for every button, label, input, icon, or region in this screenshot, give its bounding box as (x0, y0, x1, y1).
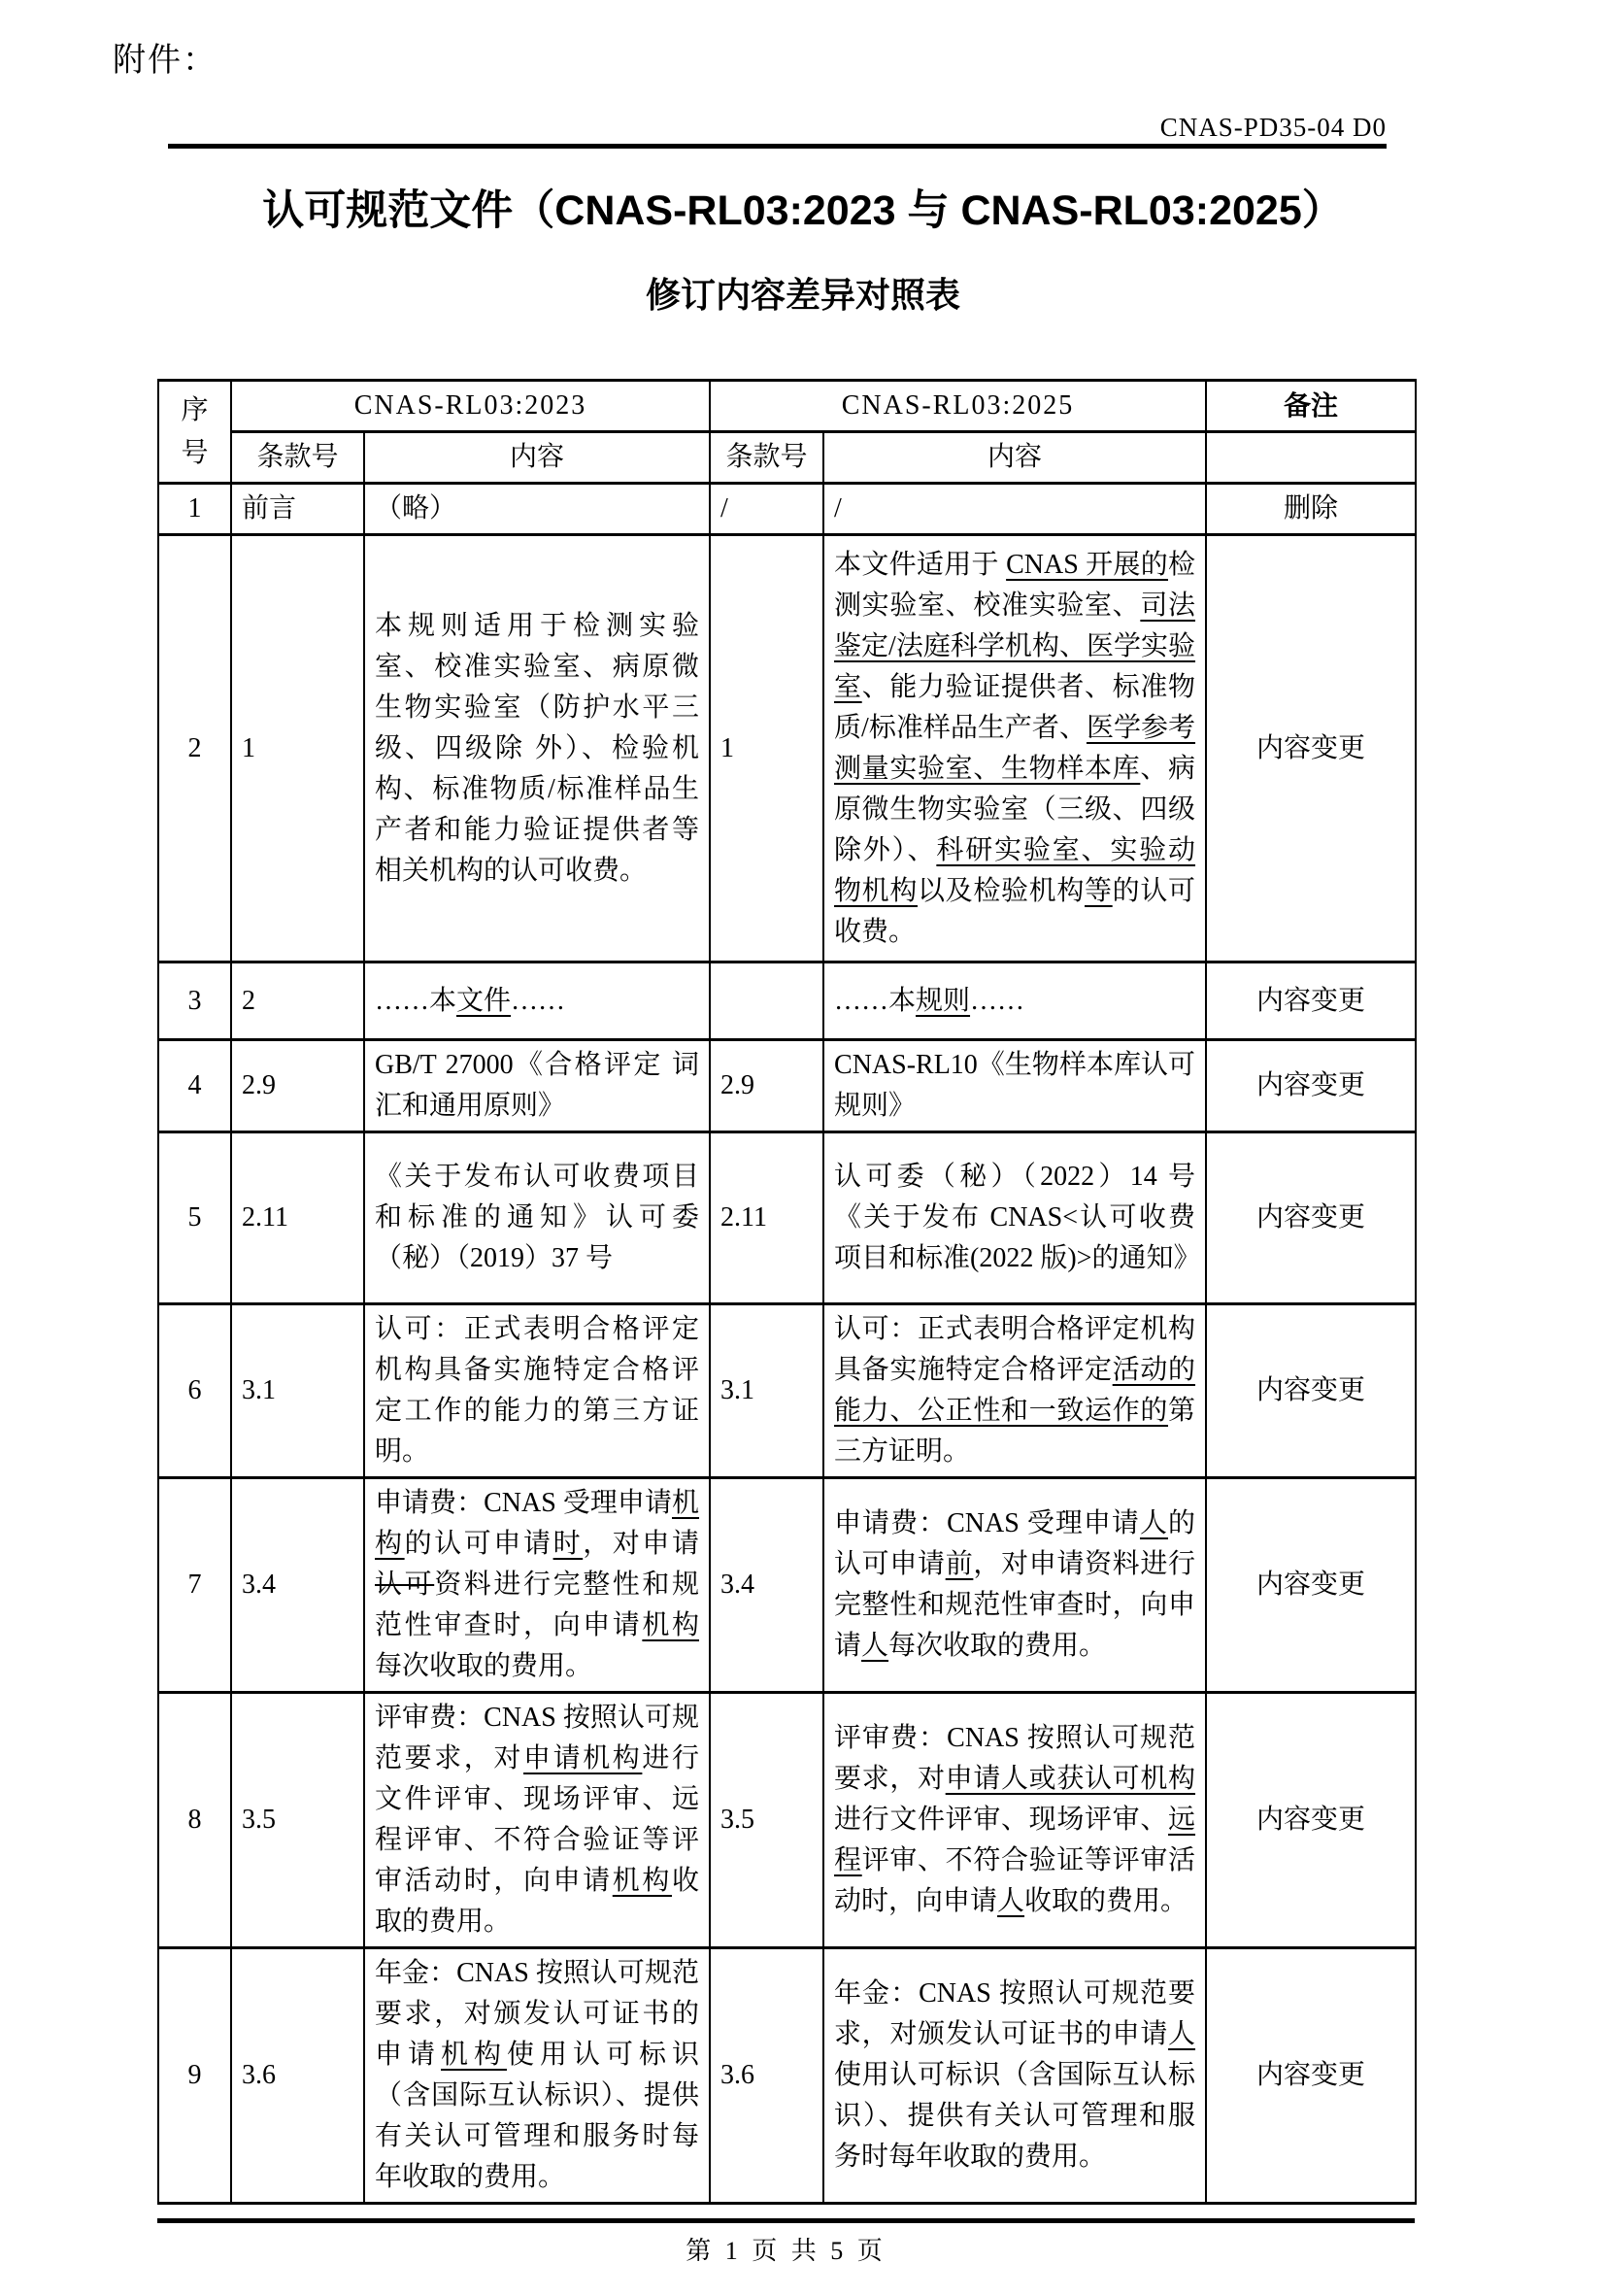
plain-text: 评审费：CNAS 按照认可规范要求，对 (834, 1723, 1196, 1794)
row-new-clause: 2.11 (710, 1132, 823, 1304)
plain-text: 每次收取的费用。 (888, 1631, 1107, 1661)
plain-text: 年金：CNAS 按照认可规范要求，对颁发认可证书的申请 (375, 1958, 700, 2070)
plain-text: 收取的费用。 (1024, 1886, 1188, 1916)
row-old-content (364, 535, 710, 962)
row-old-clause: 3.4 (231, 1478, 364, 1693)
underlined-text: 时 (552, 1529, 584, 1559)
plain-text: 申请费：CNAS 受理申请 (375, 1488, 672, 1518)
row-new-content (823, 535, 1206, 962)
row-remark: 删除 (1206, 484, 1416, 535)
footer-rule (157, 2218, 1415, 2223)
attachment-label: 附件： (113, 43, 217, 79)
plain-text: 的认可申请 (834, 1508, 1196, 1579)
row-old-content (364, 1693, 710, 1948)
header-seq: 序号 (158, 381, 231, 484)
plain-text: 本规则适用于检测实验室、校准实验室、病原微生物实验室（防护水平三级、四级除 外）、检验机构、标准物质/标准样品生产者和能力验证提供者等相关机构的认可收费。 (375, 610, 700, 886)
plain-text: 的认可申请 (404, 1529, 553, 1559)
plain-text: 资料进行完整性和规范性审查时，向申请 (375, 1570, 699, 1640)
underlined-text: 司法鉴定/法庭科学机构、医学实验室 (834, 590, 1196, 702)
row-old-clause: 3.1 (231, 1304, 364, 1478)
row-remark: 内容变更 (1206, 962, 1416, 1040)
plain-text: 每次收取的费用。 (375, 1651, 593, 1681)
plain-text: GB/T 27000《合格评定 词汇和通用原则》 (375, 1050, 700, 1121)
table-row (158, 962, 1416, 1040)
plain-text: 使用认可标识（含国际互认标识）、提供有关认可管理和服务时每年收取的费用。 (375, 2040, 700, 2192)
underlined-text: 人 (1139, 1508, 1168, 1538)
header-remark-empty (1206, 432, 1416, 484)
row-old-clause: 2.9 (231, 1040, 364, 1132)
plain-text: ……本 (375, 985, 457, 1016)
underlined-text: 申请机构 (523, 1743, 643, 1773)
row-remark: 内容变更 (1206, 1040, 1416, 1132)
underlined-text: 文件 (456, 985, 512, 1016)
page-subtitle: 修订内容差异对照表 (645, 275, 960, 315)
header-new-version: CNAS-RL03:2025 (710, 381, 1206, 432)
row-new-content (823, 962, 1206, 1040)
row-seq: 2 (158, 535, 231, 962)
underlined-text: 活动的能力、公正性和一致运作的 (834, 1355, 1196, 1426)
row-seq: 5 (158, 1132, 231, 1304)
header-old-clause: 条款号 (231, 432, 364, 484)
underlined-text: 机构 (441, 2040, 507, 2070)
plain-text: 《关于发布认可收费项目和标准的通知》认可委（秘）（2019）37 号 (375, 1162, 700, 1273)
plain-text: 、能力验证提供者、标准物质/标准样品生产者、 (834, 671, 1196, 743)
underlined-text: 科研实验室、实验动物机构 (834, 834, 1196, 906)
table-row (158, 1948, 1416, 2204)
underlined-text: 申请人或获认可机构 (945, 1764, 1196, 1794)
table-row (158, 1693, 1416, 1948)
row-seq: 6 (158, 1304, 231, 1478)
row-remark: 内容变更 (1206, 535, 1416, 962)
row-new-clause: / (710, 484, 823, 535)
row-new-content (823, 484, 1206, 535)
table-row (158, 1132, 1416, 1304)
row-new-clause: 1 (710, 535, 823, 962)
underlined-text: 机构 (375, 1488, 700, 1559)
plain-text: 评审费：CNAS 按照认可规范要求，对 (375, 1703, 700, 1773)
row-seq: 3 (158, 962, 231, 1040)
table-row (158, 484, 1416, 535)
content-block (157, 379, 1415, 2296)
plain-text: 第三方证明。 (834, 1396, 1196, 1467)
underlined-text: 人 (861, 1631, 889, 1661)
page-title: 认可规范文件（CNAS-RL03:2023 与 CNAS-RL03:2025） (262, 187, 1344, 234)
plain-text: …… (511, 985, 566, 1016)
plain-text: ……本 (834, 985, 917, 1016)
plain-text: 认可：正式表明合格评定机构具备实施特定合格评定工作的能力的第三方证明。 (375, 1314, 700, 1467)
row-old-clause: 前言 (231, 484, 364, 535)
row-new-content (823, 1040, 1206, 1132)
underlined-text: 规则 (916, 985, 971, 1016)
underlined-text: 远程 (834, 1805, 1196, 1875)
row-new-clause: 3.4 (710, 1478, 823, 1693)
plain-text: 年金：CNAS 按照认可规范要求，对颁发认可证书的申请 (834, 1978, 1196, 2049)
row-remark: 内容变更 (1206, 1693, 1416, 1948)
row-remark: 内容变更 (1206, 1304, 1416, 1478)
row-old-clause: 1 (231, 535, 364, 962)
underlined-text: CNAS 开展的 (1006, 549, 1168, 580)
plain-text: 认可：正式表明合格评定机构具备实施特定合格评定 (834, 1314, 1196, 1385)
plain-text: ，对申请 (583, 1529, 699, 1559)
header-new-content: 内容 (823, 432, 1206, 484)
underlined-text: 等 (1085, 875, 1113, 906)
plain-text: 检测实验室、校准实验室、 (834, 549, 1196, 621)
plain-text: 以及检验机构 (918, 875, 1085, 906)
plain-text: 评审、不符合验证等评审活动时，向申请 (834, 1845, 1196, 1916)
row-seq: 8 (158, 1693, 231, 1948)
row-old-content (364, 1040, 710, 1132)
struck-text: 认可 (375, 1570, 435, 1600)
row-old-clause: 3.6 (231, 1948, 364, 2204)
row-seq: 1 (158, 484, 231, 535)
underlined-text: 前 (945, 1549, 974, 1579)
table-row (158, 1304, 1416, 1478)
table-row (158, 535, 1416, 962)
row-new-clause (710, 962, 823, 1040)
header-rule (168, 144, 1387, 149)
plain-text: （略） (375, 493, 457, 523)
row-old-clause: 2.11 (231, 1132, 364, 1304)
plain-text: ，对申请资料进行完整性和规范性审查时，向申请 (834, 1549, 1196, 1661)
row-old-content (364, 484, 710, 535)
header-old-content: 内容 (364, 432, 710, 484)
row-new-content (823, 1304, 1206, 1478)
plain-text: 认可委（秘）（2022）14 号《关于发布 CNAS<认可收费项目和标准(2022 版)>的通知》 (834, 1162, 1201, 1273)
diff-table (157, 379, 1417, 2205)
underlined-text: 机构 (642, 1610, 699, 1640)
table-header-row-1 (158, 381, 1416, 432)
row-old-clause: 3.5 (231, 1693, 364, 1948)
row-remark: 内容变更 (1206, 1132, 1416, 1304)
row-seq: 9 (158, 1948, 231, 2204)
plain-text: 、病原微生物实验室（三级、四级除外）、 (834, 753, 1196, 865)
row-remark: 内容变更 (1206, 1478, 1416, 1693)
row-new-clause: 3.6 (710, 1948, 823, 2204)
row-new-content (823, 1478, 1206, 1693)
table-row (158, 1040, 1416, 1132)
row-seq: 7 (158, 1478, 231, 1693)
row-seq: 4 (158, 1040, 231, 1132)
table-row (158, 1478, 1416, 1693)
row-new-content (823, 1948, 1206, 2204)
underlined-text: 机构 (612, 1866, 672, 1896)
underlined-text: 医学参考测量实验室、生物样本库 (834, 712, 1196, 784)
header-new-clause: 条款号 (710, 432, 823, 484)
plain-text: 使用认可标识（含国际互认标识）、提供有关认可管理和服务时每年收取的费用。 (834, 2060, 1196, 2172)
plain-text: …… (970, 985, 1025, 1016)
plain-text: 的认可收费。 (834, 875, 1195, 947)
plain-text: CNAS-RL10《生物样本库认可规则》 (834, 1050, 1196, 1121)
row-remark: 内容变更 (1206, 1948, 1416, 2204)
row-old-content (364, 1304, 710, 1478)
document-code: CNAS-PD35-04 D0 (1159, 113, 1387, 142)
plain-text: 进行文件评审、现场评审、 (834, 1805, 1169, 1835)
row-new-content (823, 1132, 1206, 1304)
row-old-content (364, 1132, 710, 1304)
row-new-content (823, 1693, 1206, 1948)
row-old-content (364, 1948, 710, 2204)
plain-text: 进行文件评审、现场评审、远程评审、不符合验证等评审活动时，向申请 (375, 1743, 700, 1896)
header-old-version: CNAS-RL03:2023 (231, 381, 710, 432)
table-header-row-2 (158, 432, 1416, 484)
row-old-content (364, 962, 710, 1040)
underlined-text: 人 (1168, 2019, 1196, 2049)
plain-text: 收取的费用。 (375, 1866, 699, 1937)
plain-text: 申请费：CNAS 受理申请 (834, 1508, 1140, 1538)
plain-text: / (834, 493, 842, 523)
row-new-clause: 3.5 (710, 1693, 823, 1948)
underlined-text: 人 (997, 1886, 1025, 1916)
plain-text: 本文件适用于 (834, 549, 1007, 580)
header-remark: 备注 (1206, 381, 1416, 432)
row-old-clause: 2 (231, 962, 364, 1040)
row-old-content (364, 1478, 710, 1693)
row-new-clause: 3.1 (710, 1304, 823, 1478)
row-new-clause: 2.9 (710, 1040, 823, 1132)
page-number: 第 1 页 共 5 页 (686, 2237, 887, 2265)
